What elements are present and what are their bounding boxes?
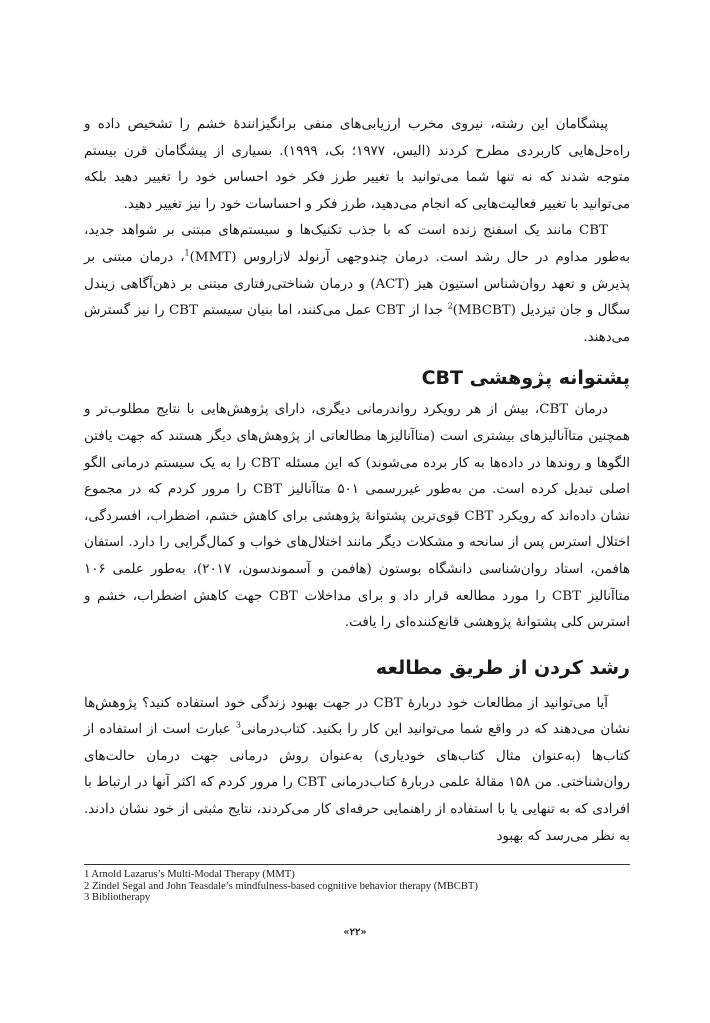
paragraph-bibliotherapy-part2: عبارت است از استفاده از کتاب‌ها (به‌عنوان مثال کتاب‌های خودیاری) به‌عنوان روش درمانی جهت درمان حالت‌های روان‌شناختی. من ۱۵۸ مقالهٔ علمی دربارهٔ کتاب‌درمانی CBT را مرور کردم که اکثر آنها در ارتباط با افرادی که به تنهایی یا با استفاده از راهنمایی حرفه‌ای کار می‌کردند، نتایج مثبتی از خود نشان دادند. به نظر می‌رسد که بهبود xyxy=(84,722,630,844)
paragraph-bibliotherapy-part1: آیا می‌توانید از مطالعات خود دربارهٔ CBT در جهت بهبود زندگی خود استفاده کنید؟ پژوهش‌ها نشان می‌دهند که در واقع شما می‌توانید این کار را بکنید. کتاب‌درمانی xyxy=(84,695,630,738)
footnote-1: 1 Arnold Lazarus’s Multi-Modal Therapy (MMT) xyxy=(84,869,295,880)
paragraph-bibliotherapy xyxy=(84,691,630,851)
footnotes xyxy=(84,869,630,904)
paragraph-cbt-sponge-part1: CBT مانند یک اسفنج زنده است که با جذب تکنیک‌ها و سیستم‌های مبتنی بر شواهد جدید، به‌طور مداوم در حال رشد است. درمان چندوجهی آرنولد لازاروس (MMT) xyxy=(84,223,630,265)
footnote-ref-3[interactable]: 3 xyxy=(235,720,241,730)
page-body xyxy=(84,112,630,850)
footnote-3: 3 Bibliotherapy xyxy=(84,892,151,904)
paragraph-cbt-sponge-part3: جدا از CBT عمل می‌کنند، اما بنیان سیستم CBT را نیز گسترش می‌دهند. xyxy=(84,303,630,345)
paragraph-cbt-sponge xyxy=(84,218,630,351)
paragraph-pioneers: پیشگامان این رشته، نیروی مخرب ارزیابی‌های منفی برانگیزانندهٔ خشم را تشخیص داده و راه‌حل‌هایی کاربردی مطرح کردند (الیس، ۱۹۷۷؛ بک، ۱۹۹۹). بسیاری از پیشگامان قرن بیستم متوجه شدند که نه تنها شما می‌توانید با تغییر طرز فکر خود احساس خود را تغییر دهید بلکه می‌توانید با تغییر فعالیت‌هایی که انجام می‌دهید، طرز فکر و احساسات خود را نیز تغییر دهید. xyxy=(84,117,630,212)
paragraph-cbt-sponge-part2: ، درمان مبتنی بر پذیرش و تعهد روان‌شناس استیون هیز (ACT) و درمان شناختی‌رفتاری مبتنی بر ذهن‌آگاهی زیندل سگال و جان تیزدیل (MBCBT) xyxy=(84,249,631,319)
paragraph-research: درمان CBT، بیش از هر رویکرد رواندرمانی دیگری، دارای پژوهش‌هایی با نتایج مطلوب‌تر و همچنین متاآنالیزهای بیشتری است (متاآنالیزها مطالعاتی از پژوهش‌های دیگر هستند که جهت یافتن الگوها و روندها در داده‌ها به کار برده می‌شوند) که این مسئله CBT را به یک سیستم درمانی الگو اصلی تبدیل کرده است. من به‌طور غیررسمی ۵۰۱ متاآنالیز CBT را مرور کردم که در مجموع نشان داده‌اند که رویکرد CBT قوی‌ترین پشتوانهٔ پژوهشی برای کاهش خشم، اضطراب، افسردگی، اختلال استرس پس از سانحه و مشکلات دیگر مانند اختلال‌های خواب و کمال‌گرایی را دارد. استفان هافمن، استاد روان‌شناسی دانشگاه بوستون (هافمن و آسموندسون، ۲۰۱۷)، به‌طور علمی ۱۰۶ متاآنالیز CBT را مورد مطالعه قرار داد و برای مداخلات CBT جهت کاهش اضطراب، خشم و استرس کلی پشتوانهٔ پژوهشی قانع‌کننده‌ای را یافت. xyxy=(84,402,631,631)
heading-growth-through-reading: رشد کردن از طریق مطالعه xyxy=(375,656,630,679)
heading-research-support: پشتوانه پژوهشی CBT xyxy=(421,367,630,390)
footnote-ref-2[interactable]: 2 xyxy=(447,301,453,311)
footnote-2: 2 Zindel Segal and John Teasdale’s mindfulness-based cognitive behavior therapy (MBCBT) xyxy=(84,880,478,892)
footnote-ref-1[interactable]: 1 xyxy=(184,248,190,258)
page-number: «۲۲» xyxy=(343,927,367,938)
footnote-divider xyxy=(84,864,630,865)
